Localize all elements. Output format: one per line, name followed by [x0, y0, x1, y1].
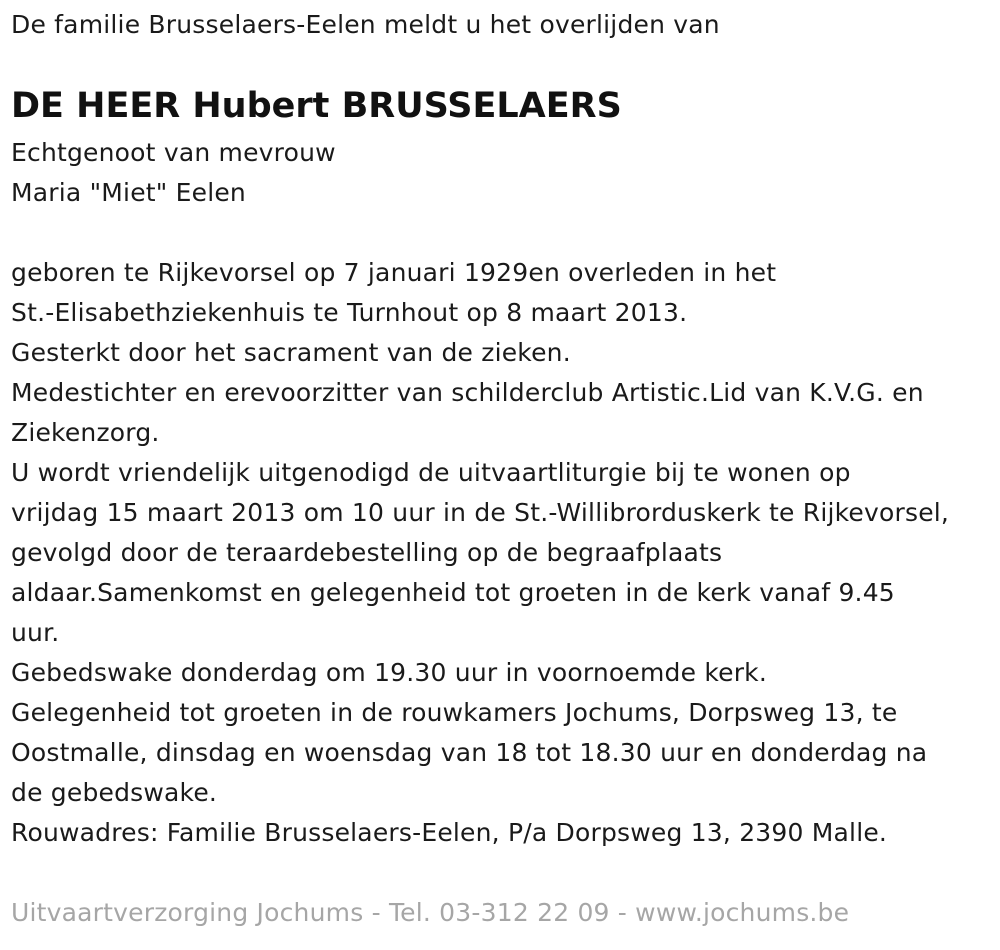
- body-line: de gebedswake.: [11, 778, 218, 807]
- body-line: Gebedswake donderdag om 19.30 uur in voornoemde kerk.: [11, 658, 768, 687]
- body-line: uur.: [11, 618, 60, 647]
- body-line: vrijdag 15 maart 2013 om 10 uur in de St.-Willibrorduskerk te Rijkevorsel,: [11, 498, 950, 527]
- body-line: U wordt vriendelijk uitgenodigd de uitvaartliturgie bij te wonen op: [11, 458, 851, 487]
- body-line: Oostmalle, dinsdag en woensdag van 18 tot 18.30 uur en donderdag na: [11, 738, 928, 767]
- funeral-home-footer: Uitvaartverzorging Jochums - Tel. 03-312 22 09 - www.jochums.be: [11, 898, 850, 927]
- body-line: Medestichter en erevoorzitter van schilderclub Artistic.Lid van K.V.G. en: [11, 378, 924, 407]
- body-line: geboren te Rijkevorsel op 7 januari 1929en overleden in het: [11, 258, 777, 287]
- spouse-line: Maria "Miet" Eelen: [11, 178, 246, 207]
- body-line: Ziekenzorg.: [11, 418, 160, 447]
- spouse-line: Echtgenoot van mevrouw: [11, 138, 336, 167]
- body-line: gevolgd door de teraardebestelling op de begraafplaats: [11, 538, 723, 567]
- body-line: Gelegenheid tot groeten in de rouwkamers Jochums, Dorpsweg 13, te: [11, 698, 898, 727]
- body-line: St.-Elisabethziekenhuis te Turnhout op 8 maart 2013.: [11, 298, 688, 327]
- notice-body: [11, 253, 949, 853]
- body-line: Rouwadres: Familie Brusselaers-Eelen, P/a Dorpsweg 13, 2390 Malle.: [11, 818, 888, 847]
- body-line: Gesterkt door het sacrament van de zieken.: [11, 338, 571, 367]
- body-line: aldaar.Samenkomst en gelegenheid tot groeten in de kerk vanaf 9.45: [11, 578, 895, 607]
- intro-text: De familie Brusselaers-Eelen meldt u het overlijden van: [11, 10, 720, 39]
- spouse-block: [11, 133, 336, 213]
- deceased-name: DE HEER Hubert BRUSSELAERS: [11, 86, 622, 126]
